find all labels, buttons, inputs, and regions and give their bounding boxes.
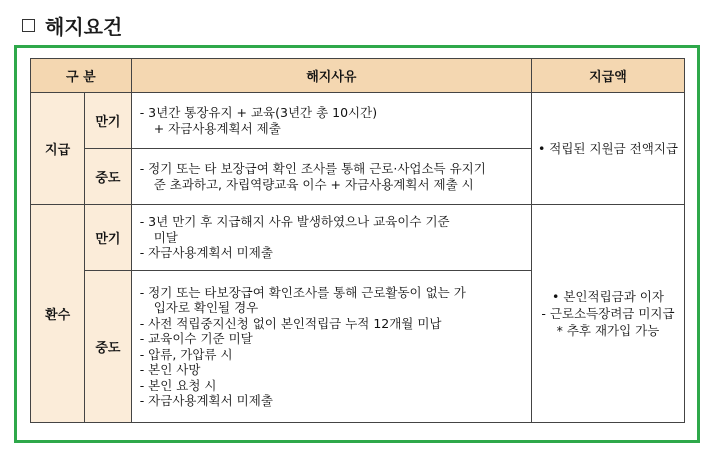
- header-reason: 해지사유: [131, 59, 531, 93]
- table-row: [31, 205, 685, 271]
- reason-line: - 압류, 가압류 시: [139, 346, 233, 362]
- reason-line: 준 초과하고, 자립역량교육 이수 + 자금사용계획서 제출 시: [153, 176, 474, 192]
- payment-cell: [531, 93, 684, 205]
- reason-line: - 정기 또는 타 보장급여 확인 조사를 통해 근로·사업소득 유지기: [139, 161, 486, 176]
- subcategory-midterm: 중도: [85, 149, 132, 205]
- reason-cell: [131, 205, 531, 271]
- payment-line: • 본인적립금과 이자: [552, 289, 664, 304]
- payment-cell: [531, 205, 684, 423]
- reason-cell: [131, 149, 531, 205]
- table-row: [31, 93, 685, 149]
- section-heading: [22, 8, 122, 42]
- reason-line: - 사전 적립중지신청 없이 본인적립금 누적 12개월 미납: [139, 315, 442, 331]
- reason-line: - 3년간 통장유지 + 교육(3년간 총 10시간): [139, 105, 378, 120]
- subcategory-midterm: 중도: [85, 271, 132, 423]
- reason-line: - 본인 사망: [139, 362, 201, 377]
- subcategory-maturity: 만기: [85, 205, 132, 271]
- reason-line: - 자금사용계획서 미제출: [139, 245, 273, 261]
- header-payment: 지급액: [531, 59, 684, 93]
- table-header-row: [31, 59, 685, 93]
- category-payout: 지급: [31, 93, 85, 205]
- reason-cell: [131, 271, 531, 423]
- reason-cell: [131, 93, 531, 149]
- reason-line: 미달: [153, 229, 178, 245]
- payment-line: • 적립된 지원금 전액지급: [537, 141, 678, 156]
- reason-line: - 자금사용계획서 미제출: [139, 393, 273, 408]
- section-title: 해지요건: [45, 14, 123, 39]
- payment-line: * 추후 재가입 가능: [556, 323, 660, 338]
- reason-line: - 교육이수 기준 미달: [139, 331, 253, 346]
- termination-table: [30, 58, 685, 423]
- reason-line: 입자로 확인될 경우: [153, 300, 259, 315]
- reason-line: - 정기 또는 타보장급여 확인조사를 통해 근로활동이 없는 가: [139, 284, 466, 300]
- reason-line: - 본인 요청 시: [139, 377, 217, 393]
- highlight-frame: [14, 45, 700, 443]
- reason-line: + 자금사용계획서 제출: [153, 120, 281, 136]
- subcategory-maturity: 만기: [85, 93, 132, 149]
- payment-line: - 근로소득장려금 미지급: [541, 306, 675, 321]
- checkbox-icon: [22, 19, 35, 32]
- category-clawback: 환수: [31, 205, 85, 423]
- header-category: 구 분: [31, 59, 132, 93]
- reason-line: - 3년 만기 후 지급해지 사유 발생하였으나 교육이수 기준: [139, 214, 450, 230]
